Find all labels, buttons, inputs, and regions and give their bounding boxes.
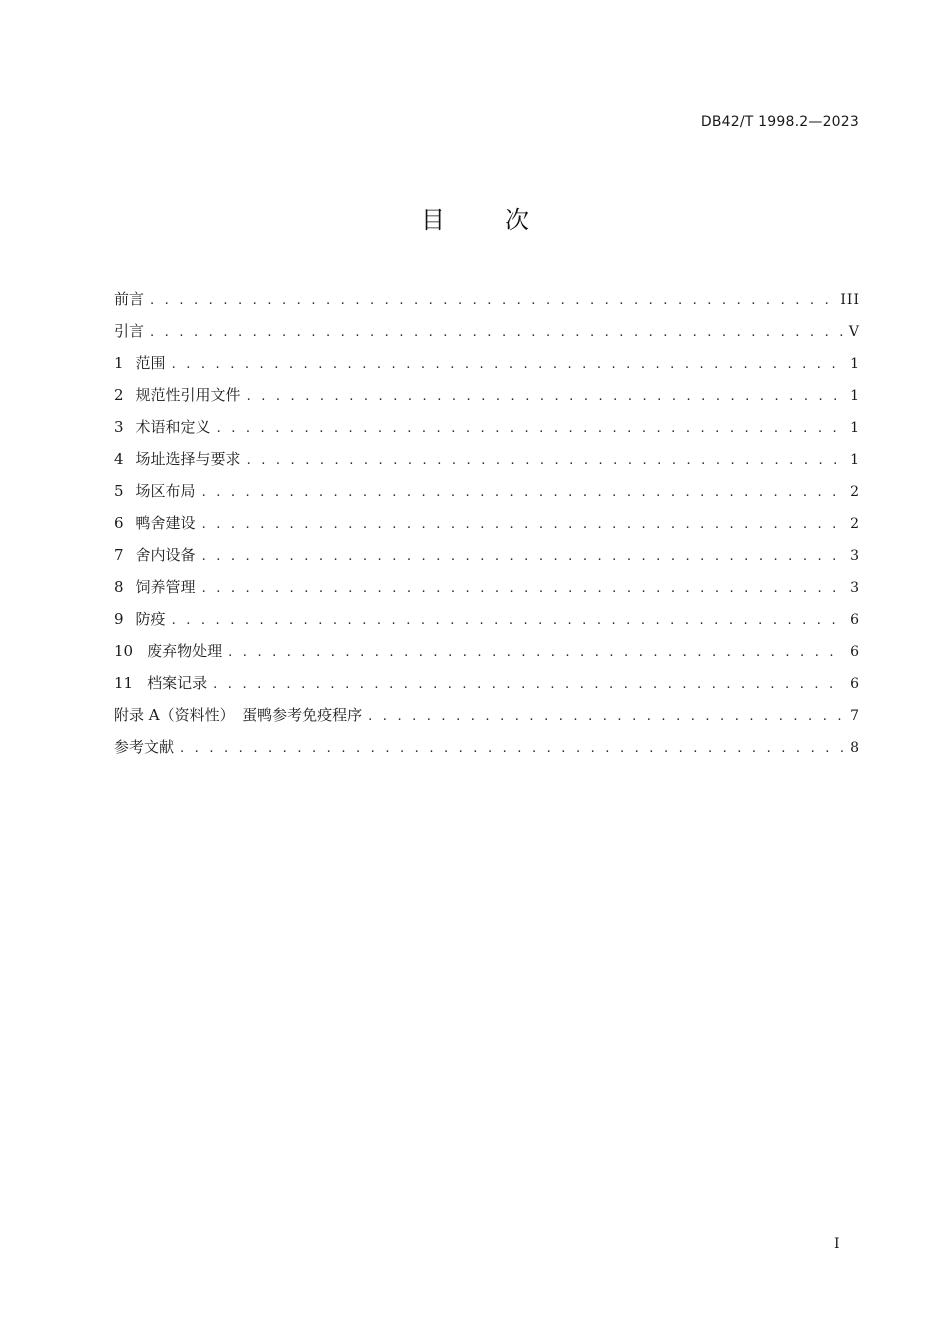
toc-entry-label: 舍内设备 <box>135 546 196 564</box>
toc-entry-label: 防疫 <box>135 610 166 628</box>
toc-entry-label: 参考文献 <box>114 738 175 756</box>
toc-entry-label: 范围 <box>135 354 166 372</box>
toc-page-number: 3 <box>850 548 860 564</box>
toc-page-number: 1 <box>850 356 860 372</box>
toc-entry-feeding-management[interactable] <box>114 576 860 608</box>
toc-entry-house-equipment[interactable] <box>114 544 860 576</box>
toc-page-number: 6 <box>850 612 860 628</box>
toc-leader-dots <box>247 386 845 408</box>
toc-leader-dots <box>217 418 845 440</box>
toc-page-number: V <box>848 324 860 340</box>
toc-page-number: III <box>840 292 860 308</box>
toc-page-number: 1 <box>850 388 860 404</box>
toc-leader-dots <box>202 482 845 504</box>
toc-entry-label: 场区布局 <box>135 482 196 500</box>
toc-entry-label: 附录 A（资料性） 蛋鸭参考免疫程序 <box>114 706 363 724</box>
toc-leader-dots <box>368 706 844 728</box>
toc-leader-dots <box>213 674 844 696</box>
toc-entry-number: 6 <box>114 514 124 532</box>
toc-entry-terms-definitions[interactable] <box>114 416 860 448</box>
page-title: 目次 <box>421 206 589 234</box>
toc-entry-label: 鸭舍建设 <box>135 514 196 532</box>
toc-entry-site-selection[interactable] <box>114 448 860 480</box>
toc-entry-label: 前言 <box>114 290 145 308</box>
toc-page-number: 1 <box>850 452 860 468</box>
toc-page-number: 7 <box>850 708 860 724</box>
toc-entry-label: 废弃物处理 <box>147 642 223 660</box>
toc-leader-dots <box>172 610 845 632</box>
toc-leader-dots <box>180 738 844 760</box>
toc-entry-number: 1 <box>114 354 124 372</box>
toc-entry-foreword[interactable] <box>114 288 860 320</box>
toc-entry-label: 引言 <box>114 322 145 340</box>
toc-entry-number: 11 <box>114 674 134 692</box>
toc-entry-scope[interactable] <box>114 352 860 384</box>
toc-leader-dots <box>247 450 845 472</box>
toc-entry-label: 场址选择与要求 <box>135 450 241 468</box>
toc-page-number: 8 <box>850 740 860 756</box>
toc-page-number: 2 <box>850 484 860 500</box>
toc-page-number: 3 <box>850 580 860 596</box>
toc-entry-label: 规范性引用文件 <box>135 386 241 404</box>
toc-entry-epidemic-prevention[interactable] <box>114 608 860 640</box>
toc-leader-dots <box>202 578 845 600</box>
toc-entry-records[interactable] <box>114 672 860 704</box>
toc-entry-appendix-a[interactable] <box>114 704 860 736</box>
toc-leader-dots <box>228 642 844 664</box>
toc-entry-number: 4 <box>114 450 124 468</box>
toc-entry-number: 3 <box>114 418 124 436</box>
toc-entry-number: 8 <box>114 578 124 596</box>
toc-entry-number: 2 <box>114 386 124 404</box>
toc-entry-label: 术语和定义 <box>135 418 211 436</box>
toc-page-number: 2 <box>850 516 860 532</box>
toc-entry-waste-treatment[interactable] <box>114 640 860 672</box>
toc-leader-dots <box>150 290 834 312</box>
toc-page-number: 6 <box>850 676 860 692</box>
toc-entry-duck-house-construction[interactable] <box>114 512 860 544</box>
document-code: DB42/T 1998.2—2023 <box>700 114 859 130</box>
page-number: I <box>834 1236 840 1252</box>
toc-entry-label: 档案记录 <box>147 674 208 692</box>
toc-leader-dots <box>172 354 845 376</box>
toc-entry-bibliography[interactable] <box>114 736 860 768</box>
toc-page-number: 6 <box>850 644 860 660</box>
toc-entry-normative-references[interactable] <box>114 384 860 416</box>
toc-entry-number: 5 <box>114 482 124 500</box>
toc-leader-dots <box>202 546 845 568</box>
toc-entry-number: 7 <box>114 546 124 564</box>
toc-page-number: 1 <box>850 420 860 436</box>
table-of-contents <box>114 288 860 768</box>
toc-entry-introduction[interactable] <box>114 320 860 352</box>
toc-entry-label: 饲养管理 <box>135 578 196 596</box>
toc-entry-number: 9 <box>114 610 124 628</box>
toc-entry-farm-layout[interactable] <box>114 480 860 512</box>
toc-leader-dots <box>150 322 843 344</box>
toc-entry-number: 10 <box>114 642 134 660</box>
toc-leader-dots <box>202 514 845 536</box>
